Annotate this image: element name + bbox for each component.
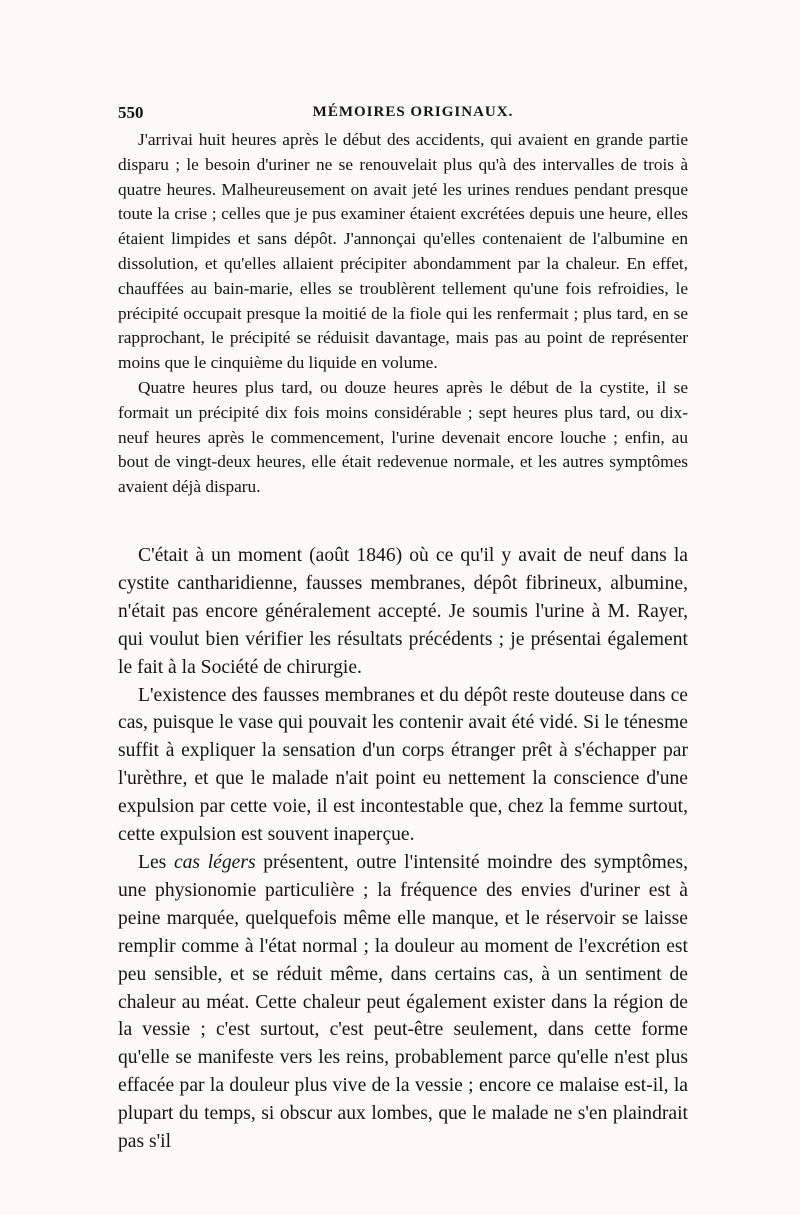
small-print-section	[118, 128, 688, 500]
paragraph-false-membranes: L'existence des fausses membranes et du dépôt reste douteuse dans ce cas, puisque le vase qui pouvait les contenir avait été vidé. Si le ténesme suffit à expliquer la sensation d'un corps étranger prêt à s'échapper par l'urèthre, et que le malade n'ait point eu nettement la conscience d'une expulsion par cette voie, il est incontestable que, chez la femme surtout, cette expulsion est souvent inaperçue.	[118, 684, 688, 846]
paragraph-mild-cases	[118, 849, 688, 1156]
main-text-section	[118, 542, 688, 1156]
paragraph-four-hours: Quatre heures plus tard, ou douze heures après le début de la cystite, il se formait un précipité dix fois moins considérable ; sept heures plus tard, ou dix-neuf heures après le commencement, l'urine devenait encore louche ; enfin, au bout de vingt-deux heures, elle était redevenue normale, et les autres symptômes avaient déjà disparu.	[118, 377, 688, 497]
mild-cases-rest: présentent, outre l'intensité moindre des symptômes, une physionomie particulière ; la fréquence des envies d'uriner est à peine marquée, quelquefois même elle manque, et le réservoir se laisse remplir comme à l'état normal ; la douleur au moment de l'excrétion est peu sensible, et se réduit même, dans certains cas, à un sentiment de chaleur au méat. Cette chaleur peut également exister dans la région de la vessie ; c'est surtout, c'est peut-être seulement, dans cette forme qu'elle se manifeste vers les reins, probablement parce qu'elle n'est plus effacée par la douleur plus vive de la vessie ; encore ce malaise est-il, la plupart du temps, si obscur aux lombes, que le malade ne s'en plaindrait pas s'il	[118, 851, 688, 1153]
paragraph-arrival: J'arrivai huit heures après le début des accidents, qui avaient en grande partie disparu ; le besoin d'uriner ne se renouvelait plus qu'à des intervalles de trois à quatre heures. Malheureusement on avait jeté les urines rendues pendant presque toute la crise ; celles que je pus examiner étaient excrétées depuis une heure, elles étaient limpides et sans dépôt. J'annonçai qu'elles contenaient de l'albumine en dissolution, et qu'elles allaient précipiter abondamment par la chaleur. En effet, chauffées au bain-marie, elles se troublèrent tellement qu'une fois refroidies, le précipité occupait presque la moitié de la fiole qui les renfermait ; plus tard, en se rapprochant, le précipité se réduisit davantage, mais pas au point de représenter moins que le cinquième du liquide en volume.	[118, 130, 688, 373]
paragraph-august-1846: C'était à un moment (août 1846) où ce qu'il y avait de neuf dans la cystite cantharidienne, fausses membranes, dépôt fibrineux, albumine, n'était pas encore généralement accepté. Je soumis l'urine à M. Rayer, qui voulut bien vérifier les résultats précédents ; je présentai également le fait à la Société de chirurgie.	[118, 545, 688, 678]
page-header	[118, 103, 708, 125]
mild-cases-start: Les	[138, 851, 174, 873]
page-number: 550	[118, 103, 144, 122]
mild-cases-italic: cas légers	[173, 851, 256, 873]
running-title: MÉMOIRES ORIGINAUX.	[312, 104, 514, 120]
